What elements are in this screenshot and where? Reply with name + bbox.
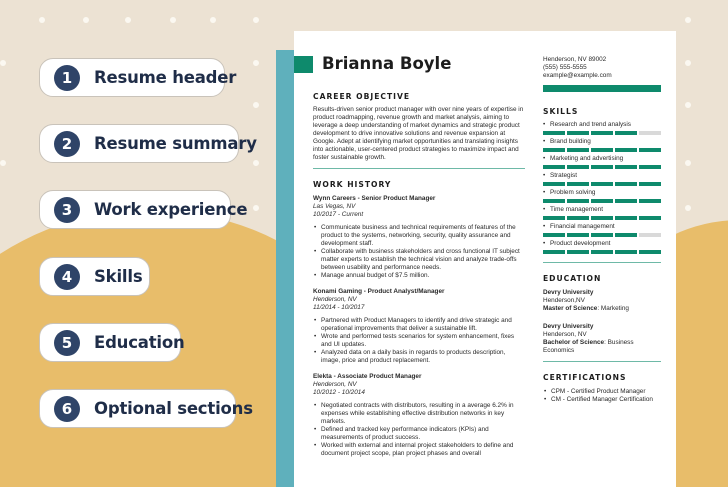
skill-segment-filled	[567, 233, 589, 237]
degree-label: Bachelor of Science	[543, 339, 605, 346]
job-dates: 10/2012 - 10/2014	[313, 389, 365, 396]
skill-segment-filled	[615, 165, 637, 169]
skill-rating-bar	[543, 131, 661, 135]
background-dot	[39, 17, 45, 23]
step-number-badge: 3	[54, 197, 80, 223]
resume-page	[294, 31, 676, 487]
skill-segment-filled	[615, 250, 637, 254]
skill-segment-filled	[543, 182, 565, 186]
skill-segment-filled	[567, 182, 589, 186]
education-location: Henderson,NV	[543, 297, 585, 304]
certifications-title: CERTIFICATIONS	[543, 373, 627, 382]
skill-segment-empty	[639, 131, 661, 135]
skill-segment-filled	[567, 199, 589, 203]
section-divider	[313, 168, 525, 169]
background-dot	[210, 17, 216, 23]
section-pill-skills[interactable]	[39, 257, 150, 296]
skill-name: • Financial management	[543, 223, 661, 231]
skill-segment-filled	[567, 165, 589, 169]
background-dot	[685, 160, 691, 166]
background-dot	[253, 102, 259, 108]
contact-address: Henderson, NV 89002	[543, 56, 607, 63]
certifications-list	[543, 388, 661, 404]
skill-segment-filled	[543, 148, 565, 152]
background-dot	[0, 160, 6, 166]
section-pill-label: Resume summary	[94, 134, 257, 153]
objective-title: CAREER OBJECTIVE	[313, 92, 411, 101]
education-title: EDUCATION	[543, 274, 602, 283]
job-dates: 11/2014 - 10/2017	[313, 304, 365, 311]
skills-list	[543, 121, 661, 254]
job-dates: 10/2017 - Current	[313, 211, 364, 218]
skill-name: • Brand building	[543, 138, 661, 146]
section-pill-education[interactable]	[39, 323, 185, 362]
objective-text: Results-driven senior product manager with over nine years of expertise in product roadmapping, revenue growth and market analysis, aiming to leverage a deep understanding of market dynamics and strategic product development to drive innovative solutions and revenue expansion at Google. Adept at identifying market opportunities and translating insights into actionable, user-centered product strategies to maximize impact and foster sustainable growth.	[313, 106, 524, 161]
education-school: Devry University	[543, 323, 594, 330]
skill-segment-filled	[591, 250, 613, 254]
step-number-badge: 5	[54, 330, 80, 356]
skill-segment-filled	[591, 233, 613, 237]
skill-segment-filled	[639, 216, 661, 220]
section-pill-label: Optional sections	[94, 399, 253, 418]
skill-segment-filled	[615, 233, 637, 237]
skill-item	[543, 172, 661, 186]
background-dot	[685, 102, 691, 108]
skill-segment-filled	[543, 165, 565, 169]
background-dot	[253, 160, 259, 166]
job-location: Henderson, NV	[313, 296, 357, 303]
job-bullets	[313, 224, 525, 280]
skill-item	[543, 240, 661, 254]
education-school: Devry University	[543, 289, 594, 296]
skill-segment-filled	[615, 216, 637, 220]
education-entry	[543, 289, 661, 313]
job-entry	[313, 195, 525, 280]
skill-segment-filled	[567, 250, 589, 254]
degree-field: : Marketing	[597, 305, 629, 312]
skill-segment-filled	[591, 165, 613, 169]
job-heading: Konami Gaming - Product Analyst/Manager	[313, 288, 445, 295]
job-bullet: • Negotiated contracts with distributors, resulting in a average 6.2% in expenses while establishing effective distribution networks in key markets.	[313, 402, 525, 426]
degree-label: Master of Science	[543, 305, 598, 312]
section-pill-label: Resume header	[94, 68, 237, 87]
skills-title: SKILLS	[543, 107, 579, 116]
job-bullet: • Partnered with Product Managers to identify and drive strategic and operational improvements that deliver a sustainable lift.	[313, 317, 525, 333]
skill-segment-filled	[567, 148, 589, 152]
skill-rating-bar	[543, 148, 661, 152]
certification-item: • CM - Certified Manager Certification	[543, 396, 661, 404]
skill-item	[543, 206, 661, 220]
skill-segment-filled	[543, 233, 565, 237]
job-heading: Elekta - Associate Product Manager	[313, 373, 422, 380]
job-heading: Wynn Careers - Senior Product Manager	[313, 195, 436, 202]
skill-name: • Marketing and advertising	[543, 155, 661, 163]
skill-segment-filled	[591, 182, 613, 186]
resume-accent-bar	[276, 50, 294, 487]
section-pill-optional-sections[interactable]	[39, 389, 253, 428]
background-dot	[125, 17, 131, 23]
skill-item	[543, 155, 661, 169]
background-dot	[83, 17, 89, 23]
step-number-badge: 2	[54, 131, 80, 157]
section-pill-resume-summary[interactable]	[39, 124, 257, 163]
skill-rating-bar	[543, 182, 661, 186]
job-bullet: • Wrote and performed tests scenarios for system enhancement, fixes and UI updates.	[313, 333, 525, 349]
section-pill-label: Skills	[94, 267, 143, 286]
contact-phone: (555) 555-5555	[543, 64, 587, 71]
resume-main-column	[313, 31, 525, 458]
skill-name: • Strategist	[543, 172, 661, 180]
skill-item	[543, 189, 661, 203]
skill-segment-filled	[639, 165, 661, 169]
name-accent-block	[294, 56, 313, 73]
skill-segment-filled	[543, 216, 565, 220]
step-number-badge: 1	[54, 65, 80, 91]
job-bullet: • Communicate business and technical requirements of features of the product to the systems, networking, security, quality assurance and development staff.	[313, 224, 525, 248]
job-entry	[313, 288, 525, 365]
job-bullet: • Analyzed data on a daily basis in regards to products description, image, price and product replacement.	[313, 349, 525, 365]
job-bullet: • Collaborate with business stakeholders and cross functional IT subject matter experts to establish the technical vision and analyze trade-offs between usability and performance needs.	[313, 248, 525, 272]
skill-name: • Research and trend analysis	[543, 121, 661, 129]
skill-rating-bar	[543, 250, 661, 254]
skill-item	[543, 223, 661, 237]
background-dot	[253, 17, 259, 23]
skill-segment-filled	[591, 131, 613, 135]
certification-item: • CPM - Certified Product Manager	[543, 388, 661, 396]
skill-segment-filled	[543, 131, 565, 135]
job-bullet: • Manage annual budget of $7.5 million.	[313, 272, 525, 280]
job-entry	[313, 373, 525, 458]
job-bullet: • Defined and tracked key performance indicators (KPIs) and measurements of product success.	[313, 426, 525, 442]
skill-segment-filled	[615, 199, 637, 203]
background-dot	[170, 17, 176, 23]
skill-segment-filled	[615, 182, 637, 186]
skill-segment-filled	[639, 199, 661, 203]
step-number-badge: 6	[54, 396, 80, 422]
skill-segment-filled	[615, 131, 637, 135]
skill-segment-filled	[543, 199, 565, 203]
skill-segment-filled	[591, 148, 613, 152]
degree-field: : Business Economics	[543, 339, 634, 354]
section-pill-resume-header[interactable]	[39, 58, 237, 97]
skill-name: • Problem solving	[543, 189, 661, 197]
skill-segment-filled	[615, 148, 637, 152]
work-history-title: WORK HISTORY	[313, 180, 392, 189]
skill-item	[543, 138, 661, 152]
skill-segment-empty	[639, 233, 661, 237]
skill-segment-filled	[543, 250, 565, 254]
background-dot	[253, 60, 259, 66]
contact-email: example@example.com	[543, 72, 612, 79]
resume-name: Brianna Boyle	[322, 54, 452, 73]
skill-segment-filled	[639, 250, 661, 254]
skill-segment-filled	[567, 131, 589, 135]
job-location: Henderson, NV	[313, 381, 357, 388]
section-pill-work-experience[interactable]	[39, 190, 248, 229]
skill-rating-bar	[543, 199, 661, 203]
skill-segment-filled	[639, 148, 661, 152]
skill-rating-bar	[543, 216, 661, 220]
job-location: Las Vegas, NV	[313, 203, 356, 210]
skill-item	[543, 121, 661, 135]
skill-name: • Time management	[543, 206, 661, 214]
background-dot	[685, 60, 691, 66]
job-bullets	[313, 402, 525, 458]
step-number-badge: 4	[54, 264, 80, 290]
education-degree	[543, 339, 661, 355]
skill-name: • Product development	[543, 240, 661, 248]
skill-segment-filled	[591, 216, 613, 220]
education-degree	[543, 305, 661, 313]
skill-segment-filled	[591, 199, 613, 203]
education-location: Henderson, NV	[543, 331, 587, 338]
background-dot	[253, 205, 259, 211]
skill-rating-bar	[543, 165, 661, 169]
background-dot	[685, 205, 691, 211]
section-pill-label: Work experience	[94, 200, 248, 219]
job-bullet: • Worked with external and internal project stakeholders to define and document project scope, plan project phases and overall	[313, 442, 525, 458]
section-pill-label: Education	[94, 333, 185, 352]
background-dot	[0, 60, 6, 66]
skill-segment-filled	[567, 216, 589, 220]
contact-accent-band	[543, 85, 661, 92]
section-divider	[543, 361, 661, 362]
section-divider	[543, 262, 661, 263]
resume-side-column	[543, 31, 661, 404]
skill-segment-filled	[639, 182, 661, 186]
background-dot	[685, 17, 691, 23]
skill-rating-bar	[543, 233, 661, 237]
job-bullets	[313, 317, 525, 365]
education-entry	[543, 323, 661, 355]
